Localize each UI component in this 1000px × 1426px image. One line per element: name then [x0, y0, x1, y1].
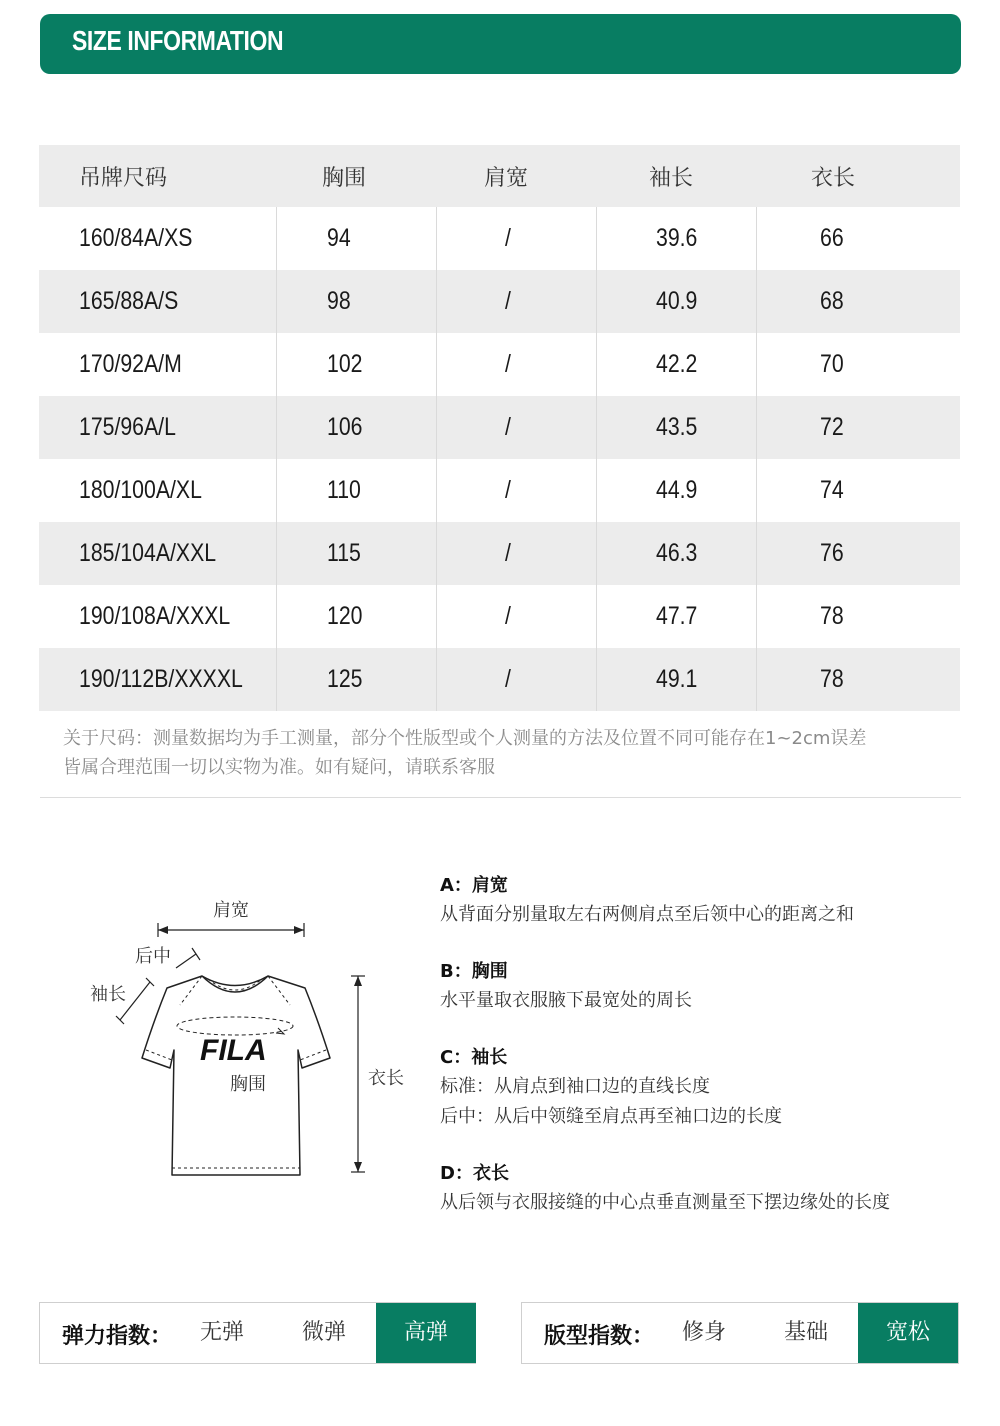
- table-row: [39, 207, 960, 270]
- table-row: [39, 459, 960, 522]
- table-cell: 49.1: [596, 648, 756, 711]
- table-cell: 76: [756, 522, 960, 585]
- table-row: [39, 522, 960, 585]
- table-cell: 175/96A/L: [39, 396, 276, 459]
- definition-text: 后中：从后中领缝至肩点再至袖口边的长度: [440, 1106, 782, 1127]
- table-row: [39, 270, 960, 333]
- header-shoulder: 肩宽: [436, 145, 596, 207]
- table-cell: /: [436, 459, 596, 522]
- table-cell: 68: [756, 270, 960, 333]
- table-row: [39, 585, 960, 648]
- table-row: [39, 396, 960, 459]
- table-cell: 125: [276, 648, 436, 711]
- section-header: [40, 14, 961, 74]
- table-cell: /: [436, 522, 596, 585]
- table-cell: 102: [276, 333, 436, 396]
- table-cell: 160/84A/XS: [79, 224, 193, 252]
- definition-title: D：衣长: [440, 1163, 509, 1184]
- fit-index: [521, 1302, 959, 1364]
- fit-option-regular: 基础: [783, 1320, 828, 1345]
- table-cell: 42.2: [596, 333, 756, 396]
- table-cell: 190/112B/XXXXL: [39, 648, 276, 711]
- table-cell: 47.7: [596, 585, 756, 648]
- header-sleeve: 袖长: [596, 145, 756, 207]
- table-cell: 74: [756, 459, 960, 522]
- label-back-center: 后中: [135, 946, 171, 967]
- table-cell: 44.9: [596, 459, 756, 522]
- table-cell: 40.9: [596, 270, 756, 333]
- table-cell: 72: [756, 396, 960, 459]
- definition-text: 水平量取衣服腋下最宽处的周长: [440, 990, 692, 1011]
- size-table: [39, 145, 960, 711]
- label-length: 衣长: [368, 1068, 404, 1089]
- table-cell: 115: [276, 522, 436, 585]
- header-length: 衣长: [756, 145, 960, 207]
- table-cell: 70: [756, 333, 960, 396]
- table-cell: 98: [276, 270, 436, 333]
- measurement-definitions: [440, 872, 980, 1246]
- table-cell: 78: [756, 585, 960, 648]
- measurement-note: 关于尺码：测量数据均为手工测量，部分个性版型或个人测量的方法及位置不同可能存在1~2cm误差 皆属合理范围一切以实物为准。如有疑问，请联系客服: [63, 728, 867, 778]
- table-cell: /: [436, 207, 596, 270]
- table-cell: 190/108A/XXXL: [79, 602, 231, 630]
- table-cell: 78: [756, 648, 960, 711]
- definition-block: [440, 1044, 980, 1132]
- table-row: [39, 333, 960, 396]
- table-cell: 165/88A/S: [39, 270, 276, 333]
- tshirt-diagram: [80, 880, 420, 1200]
- label-sleeve: 袖长: [90, 984, 126, 1005]
- table-cell: 94: [276, 207, 436, 270]
- definition-title: C：袖长: [440, 1047, 508, 1068]
- table-cell: 66: [756, 207, 960, 270]
- definition-text: 从背面分别量取左右两侧肩点至后领中心的距离之和: [440, 904, 854, 925]
- table-row: [39, 648, 960, 711]
- elasticity-index: [39, 1302, 476, 1364]
- table-cell: 170/92A/M: [79, 350, 182, 378]
- header-chest: 胸围: [276, 145, 436, 207]
- measurement-diagram: [80, 880, 420, 1200]
- table-cell: 180/100A/XL: [79, 476, 202, 504]
- table-cell: /: [436, 396, 596, 459]
- label-chest: 胸围: [230, 1074, 266, 1095]
- definition-title: A：肩宽: [440, 875, 508, 896]
- table-cell: /: [436, 648, 596, 711]
- fit-option-loose: 宽松: [858, 1303, 958, 1363]
- table-cell: 110: [276, 459, 436, 522]
- definition-text: 标准：从肩点到袖口边的直线长度: [440, 1076, 710, 1097]
- fit-option-slim: 修身: [681, 1320, 726, 1345]
- section-title: SIZE INFORMATION: [72, 25, 284, 56]
- elasticity-label: 弹力指数：: [62, 1324, 173, 1349]
- table-cell: /: [436, 333, 596, 396]
- table-cell: /: [436, 270, 596, 333]
- table-cell: 46.3: [596, 522, 756, 585]
- elasticity-option-high: 高弹: [376, 1303, 476, 1363]
- table-header-row: [39, 145, 960, 207]
- definition-title: B：胸围: [440, 961, 508, 982]
- table-cell: 106: [276, 396, 436, 459]
- table-cell: 120: [276, 585, 436, 648]
- definition-text: 从后领与衣服接缝的中心点垂直测量至下摆边缘处的长度: [440, 1192, 890, 1213]
- fila-logo: FILA: [200, 1034, 267, 1067]
- table-cell: 39.6: [596, 207, 756, 270]
- table-cell: 185/104A/XXL: [39, 522, 276, 585]
- table-cell: 43.5: [596, 396, 756, 459]
- label-shoulder: 肩宽: [213, 900, 249, 921]
- definition-block: [440, 1160, 980, 1218]
- elasticity-option-none: 无弹: [199, 1320, 244, 1345]
- divider: [40, 797, 961, 798]
- definition-block: [440, 872, 980, 930]
- definition-block: [440, 958, 980, 1016]
- fit-label: 版型指数：: [544, 1324, 655, 1349]
- table-cell: /: [436, 585, 596, 648]
- elasticity-option-slight: 微弹: [301, 1320, 346, 1345]
- header-size: 吊牌尺码: [39, 145, 276, 207]
